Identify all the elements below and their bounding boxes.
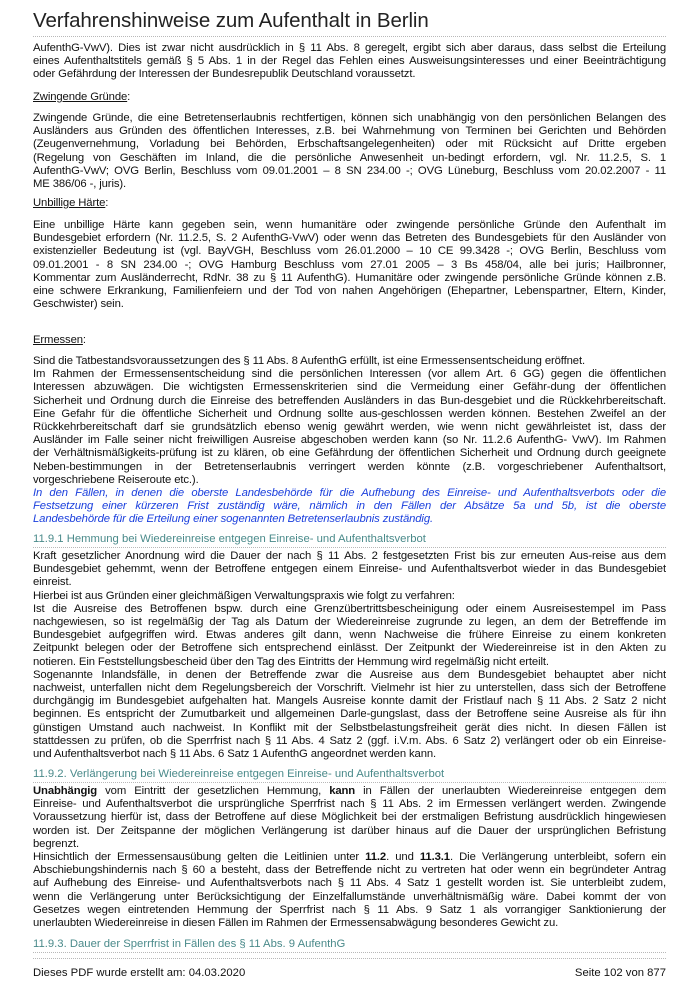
text-line: Bundesgebiet aufgegriffen wird. Etwas anderes gilt dann, wenn Nachweise die frühere Einreise zu einem konkreten [33, 629, 666, 642]
bold-term: 11.3.1 [419, 851, 450, 864]
heading-colon: : [127, 91, 131, 103]
text-line: Sicherheit und Ordnung durch die Einreise des betreffenden Ausländers in das Bun-desgebiet und die Rückkehrbereitschaft. [33, 394, 666, 407]
header-divider [33, 36, 666, 37]
text-line: 09.01.2001 - 8 SN 234.00 -; OVG Hamburg Beschluss vom 27.01 2005 – 3 Bs 458/04, alle bei juris; Hailbronner, [33, 258, 666, 271]
section-heading-11-9-2: 11.9.2. Verlängerung bei Wiedereinreise entgegen Einreise- und Aufenthaltsverbot [33, 768, 666, 783]
heading-text: Zwingende Gründe [33, 91, 128, 103]
text-line [33, 785, 666, 798]
text-line: worden ist. Der Zeitspanne der möglichen Verlängerung ist darüber hinaus auf die Dauer der ursprünglichen Befristung [33, 824, 666, 837]
text-run: . und [386, 851, 420, 864]
section-heading-11-9-3: 11.9.3. Dauer der Sperrfrist in Fällen des § 11 Abs. 9 AufenthG [33, 938, 666, 953]
text-line: Bundesgebiet gehemmt, wenn der Betroffene entgegen einem Einreise- und Aufenthaltsverbot wieder in das Bundesgebiet [33, 563, 666, 576]
section-11-9-2-paragraph [33, 785, 666, 930]
text-line: (Zeugenvernehmung, Vorladung bei Behörden, Erbschaftsangelegenheiten) oder mit Rücksicht auf Dritte ergeben [33, 138, 666, 151]
italic-note-line: Festsetzung einer kürzeren Frist zuständig wäre, nämlich in den Fällen der Absätze 5a und 5b, ist die oberste [33, 500, 666, 513]
intro-paragraph [33, 42, 666, 82]
text-line: Ist die Ausreise des Betroffenen bspw. durch eine Grenzübertrittsbescheinigung oder einem Ausreisestempel im Pass [33, 602, 666, 615]
text-line: beginnen. Es entspricht der Zumutbarkeit und allgemeinen Darle-gungslast, dass der Betroffene seine Ausreise als für ihn [33, 708, 666, 721]
text-line: Voraussetzung hierfür ist, dass der Betroffene auf diese Möglichkeit bei der erstmaligen Befristung ausdrücklich hingewiesen [33, 811, 666, 824]
text-line: begrenzt. [33, 837, 80, 850]
page-title: Verfahrenshinweise zum Aufenthalt in Berlin [33, 9, 429, 32]
text-line: Geschwister) sein. [33, 298, 124, 311]
text-run: Hinsichtlich der Ermessensausübung gelten die Leitlinien unter [33, 851, 366, 864]
text-line: Sind die Tatbestandsvoraussetzungen des § 11 Abs. 8 AufenthG erfüllt, ist eine Ermessensentscheidung eröffnet. [33, 355, 586, 367]
text-line: und Aufenthaltsverbot nach § 11 Abs. 6 Satz 1 AufenthG angeordnet werden kann. [33, 748, 437, 761]
text-line: einreist. [33, 576, 72, 589]
heading-colon: : [82, 334, 86, 346]
italic-note-line: In den Fällen, in denen die oberste Landesbehörde für die Aufhebung des Einreise- und Aufenthaltsverbots oder die [33, 487, 666, 500]
text-line: nachweist, unterfallen nicht dem Regelungsbereich der Vorschrift. Vielmehr ist hier zu unterstellen, dass sich der Betroffene [33, 682, 666, 695]
ermessen-paragraph [33, 355, 666, 527]
text-line: Ausländers aus Gründen des öffentlichen Interesses, z.B. bei Wahrnehmung von Terminen bei Gerichten und Behörden [33, 125, 666, 138]
text-run: . Die Verlängerung unterbleibt, sofern ein [449, 851, 666, 864]
heading-text: Ermessen [33, 334, 83, 346]
text-line: Abschiebungshindernis nach § 60 a besteht, dass der Betreffende nicht zu vertreten hat oder wenn ein begründeter Antrag [33, 864, 666, 877]
text-line: existenzieller Bedeutung ist (vgl. BayVGH, Beschluss vom 26.01.2000 – 10 CE 99.3428 -; OVG Berlin, Beschluss vom [33, 245, 666, 258]
text-line: wenn die Verlängerung unter Berücksichtigung der Einzelfallumstände unverhältnismäßig wäre. Dabei kommt der von [33, 890, 666, 903]
unbillige-haerte-heading [33, 197, 666, 210]
section-heading-11-9-1: 11.9.1 Hemmung bei Wiedereinreise entgegen Einreise- und Aufenthaltsverbot [33, 533, 666, 548]
text-line: Gesetzes wegen eintretenden Hemmung der Sperrfrist nach § 11 Abs. 9 Satz 1 als vorrangiger Sanktionierung der [33, 903, 666, 916]
text-line: unerlaubten Wiedereinreise in diesen Fällen im Rahmen der Ermessensabwägung besonderes Gewicht zu. [33, 917, 559, 930]
footer-created-date: Dieses PDF wurde erstellt am: 04.03.2020 [33, 967, 246, 979]
section-11-9-1-paragraph [33, 550, 666, 761]
bold-term: Unabhängig [33, 785, 98, 797]
text-line: Zwingende Gründe, die eine Betretenserlaubnis rechtfertigen, können sich unabhängig von den persönlichen Belangen des [33, 112, 666, 124]
heading-colon: : [105, 197, 109, 209]
text-line: durchgängig im Bundesgebiet aufgehalten hat. Mangels Ausreise konnte damit der Fristlauf nach § 11 Abs. 2 Satz 2 nicht [33, 695, 666, 708]
text-line: Einreise- und Aufenthaltsverbot die ursprüngliche Sperrfrist nach § 11 Abs. 2 im Ermessen verlängert werden. Zwingende [33, 798, 666, 811]
text-line [33, 851, 666, 864]
text-line: der Verhältnismäßigkeits-prüfung ist zu klären, ob eine Gefährdung der öffentlichen Sicherheit und Ordnung durch geeignete [33, 447, 666, 460]
ermessen-heading [33, 334, 666, 347]
text-line: Im Rahmen der Ermessensentscheidung sind die persönlichen Interessen (vor allem Art. 6 GG) gegen die öffentlichen [33, 368, 666, 381]
text-line: Neben-bestimmungen in der Betretenserlaubnis verringert werden könnte (z.B. vorgeschriebener Aufenthaltsort, [33, 460, 666, 473]
footer-divider [33, 958, 666, 959]
text-line: vorgeschriebene Reiseroute etc.). [33, 473, 199, 486]
text-line: ME 386/06 -, juris). [33, 178, 127, 191]
text-line: nachgewiesen, so ist regelmäßig der Tag als Datum der Wiedereinreise zugrunde zu legen, an dem der Betreffende im [33, 616, 666, 629]
text-line: eines Aufenthaltstitels gemäß § 5 Abs. 1 in der Regel das Fehlen eines Ausweisungsinteresses und einer Beeinträchtigung [33, 55, 666, 68]
text-line: Ausländer im Falle seiner nicht freiwilligen Ausreise abgeschoben werden kann (so Nr. 11.2.6 AufenthG- VwV). Im Rahmen [33, 434, 666, 447]
text-line: Kommentar zum Ausländerrecht, RdNr. 38 zu § 11 AufenthG). Humanitäre oder zwingende persönliche Gründe können z.B. [33, 271, 666, 284]
text-run: vom Eintritt der gesetzlichen Hemmung, [97, 785, 330, 797]
bold-term: kann [329, 785, 356, 797]
text-line: günstigen Umstand auch nachweist. In Konflikt mit der Selbstbelastungsfreiheit gerät dies nicht. In diesen Fällen ist [33, 721, 666, 734]
footer-page-number: Seite 102 von 877 [574, 967, 666, 979]
text-line: Eine Gefahr für die öffentliche Sicherheit und Ordnung sollte aus-geschlossen werden können. Bestehen Zweifel an der [33, 407, 666, 420]
text-line: AufenthG-VwV). Dies ist zwar nicht ausdrücklich in § 11 Abs. 8 geregelt, ergibt sich aber daraus, dass selbst die Erteilung [33, 42, 666, 54]
text-line: Eine unbillige Härte kann gegeben sein, wenn humanitäre oder zwingende persönliche Gründe den Aufenthalt im [33, 219, 666, 231]
text-line: Rückkehrbereitschaft darf sie grundsätzlich ebenso wenig gewährt werden, wie wenn nicht gewährleistet ist, dass der [33, 421, 666, 434]
text-line: (Regelung von Geschäften im Inland, die die persönliche Anwesenheit un-bedingt erfordern, vgl. Nr. 11.2.5, S. 1 [33, 151, 666, 164]
text-line: notieren. Ein Feststellungsbescheid über den Tag des Eintritts der Hemmung wird regelmäßig nicht erteilt. [33, 655, 549, 668]
heading-text: Unbillige Härte [33, 197, 106, 209]
text-line: stattdessen zu prüfen, ob die Sperrfrist nach § 11 Abs. 4 Satz 2 (ggf. i.V.m. Abs. 6 Satz 2) verlängert oder ob ein Einreise- [33, 734, 666, 747]
italic-note-line: Landesbehörde für die Erteilung einer sogenannten Betretenserlaubnis zuständig. [33, 513, 434, 526]
text-line: Interessen abzuwägen. Die wichtigsten Ermessenskriterien sind die Vermeidung einer Gefähr-dung der öffentlichen [33, 381, 666, 394]
bold-term: 11.2 [365, 851, 387, 864]
zwingende-gruende-heading [33, 91, 666, 104]
text-line: Zeitpunkt belegen oder der Betroffene sich entsprechend einlässt. Der Zeitpunkt der Wiedereinreise ist in den Akten zu [33, 642, 666, 655]
text-line: Kraft gesetzlicher Anordnung wird die Dauer der nach § 11 Abs. 2 festgesetzten Frist bis zur erneuten Aus-reise aus dem [33, 550, 666, 562]
text-line: eine schwere Erkrankung, Familienfeiern und der Tod von nahen Angehörigen (Ehepartner, Lebenspartner, Eltern, Kinder, [33, 285, 666, 298]
text-line: Hierbei ist aus Gründen einer gleichmäßigen Verwaltungspraxis wie folgt zu verfahren: [33, 589, 455, 602]
text-run: in Fällen der unerlaubten Wiedereinreise entgegen dem [355, 785, 666, 797]
unbillige-haerte-paragraph [33, 219, 666, 311]
zwingende-gruende-paragraph [33, 112, 666, 191]
text-line: AufenthG-VwV; OVG Berlin, Beschluss vom 09.01.2001 – 8 SN 234.00 -; OVG Lüneburg, Beschluss vom 20.02.2007 - 11 [33, 164, 666, 177]
text-line: Bundesgebiet erfordern (Nr. 11.2.5, S. 2 AufenthG-VwV) oder wenn das Betreten des Bundesgebiets für den Ausländer von [33, 232, 666, 245]
text-line: Sogenannte Inlandsfälle, in denen der Betreffende zwar die Ausreise aus dem Bundesgebiet behauptet aber nicht [33, 668, 666, 681]
text-line: auf Aufhebung des Einreise- und Aufenthaltsverbots nach § 11 Abs. 4 Satz 1 gestellt worden ist. Sie unterbleibt zudem, [33, 877, 666, 890]
text-line: oder Gefährdung der Interessen der Bundesrepublik Deutschland voraussetzt. [33, 68, 416, 81]
